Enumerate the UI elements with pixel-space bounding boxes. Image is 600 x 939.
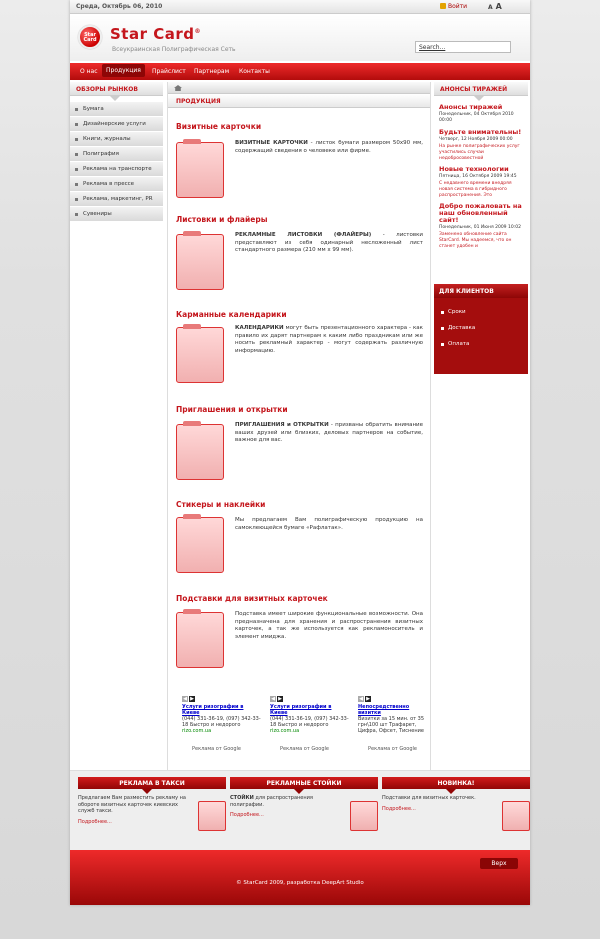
announcement-item xyxy=(434,201,528,252)
section-title: ПРОДУКЦИЯ xyxy=(168,94,430,108)
product-desc-invitations xyxy=(235,422,423,445)
promo-text-rest: для распространения полиграфии. xyxy=(230,795,313,808)
product-desc-text: - листок бумаги размером 50х90 мм, содержащий сведения о человеке или фирме. xyxy=(235,140,423,154)
product-desc-bold: РЕКЛАМНЫЕ ЛИСТОВКИ (ФЛАЙЕРЫ) xyxy=(235,232,372,238)
announcement-title[interactable]: Будьте внимательны! xyxy=(439,128,522,136)
google-ad[interactable] xyxy=(182,696,262,752)
current-date: Среда, Октябрь 06, 2010 xyxy=(76,3,163,10)
client-link-terms[interactable]: Сроки xyxy=(434,304,528,320)
menu-item-printing[interactable]: Полиграфия xyxy=(70,147,163,161)
product-desc-business-cards xyxy=(235,140,423,155)
logo-badge[interactable] xyxy=(78,25,102,49)
product-image-card-holders[interactable] xyxy=(176,612,225,669)
pointer-arrow xyxy=(474,96,484,101)
clients-block xyxy=(434,284,528,374)
product-image-stickers[interactable] xyxy=(176,517,225,574)
folder-icon xyxy=(176,142,224,198)
announcement-text: Заменено обновление сайта StarCard. Мы надеемся, что он станет удобен и xyxy=(439,232,512,249)
promo-taxi xyxy=(78,777,226,843)
promo-blocks xyxy=(70,770,530,850)
google-label[interactable]: Реклама от Google xyxy=(280,746,329,752)
login-link[interactable] xyxy=(440,3,467,10)
product-desc-text: - призваны обратить внимание ваших друзей или близких, деловых партнеров на событие, важное для вас. xyxy=(235,422,423,443)
ad-text: (044) 331-36-19, (097) 342-33-18 Быстро и недорого xyxy=(182,716,261,728)
next-arrow-icon[interactable]: ▶ xyxy=(190,696,194,702)
promo-title: НОВИНКА! xyxy=(382,777,530,789)
announcement-title[interactable]: Новые технологии xyxy=(439,165,509,173)
top-bar xyxy=(70,0,530,14)
announcements-title xyxy=(434,82,528,96)
prev-arrow-icon[interactable]: ◀ xyxy=(359,696,363,702)
menu-item-paper[interactable]: Бумага xyxy=(70,102,163,116)
product-title-calendars[interactable]: Карманные календарики xyxy=(176,310,287,319)
nav-pricelist[interactable]: Прайслист xyxy=(152,68,186,75)
product-desc-text: Подставка имеет широкие функциональные возможности. Она предназначена для хранения и распространения визитных карточек, а так же используется как рекламоноситель и элемент имиджа. xyxy=(235,611,423,640)
menu-item-transport-ads[interactable]: Реклама на транспорте xyxy=(70,162,163,176)
announcement-text: С недавнего времени внедряя новая система в гибридного распространения. Это xyxy=(439,181,512,198)
product-desc-text: могут быть презентационного характера - как правило их дарят партнерам к каким либо праздникам или же носить рекламный характер - могут содержать различную информацию. xyxy=(235,325,423,354)
promo-thumbnail[interactable] xyxy=(502,801,530,831)
product-image-invitations[interactable] xyxy=(176,424,225,481)
product-desc-flyers xyxy=(235,232,423,255)
ad-title[interactable]: Услуги ризографии в Киеве xyxy=(270,704,332,716)
product-desc-card-holders xyxy=(235,611,423,641)
ad-arrows xyxy=(358,696,428,702)
font-increase-button[interactable]: A xyxy=(495,2,502,11)
left-sidebar xyxy=(70,82,163,770)
ad-title[interactable]: Услуги ризографии в Киеве xyxy=(182,704,244,716)
menu-item-books[interactable]: Книги, журналы xyxy=(70,132,163,146)
more-link[interactable]: Подробнее... xyxy=(382,805,416,812)
google-ad[interactable] xyxy=(358,696,428,752)
site-subtitle: Всеукраинская Полиграфическая Сеть xyxy=(112,46,236,53)
site-title[interactable] xyxy=(110,25,201,43)
home-icon[interactable] xyxy=(174,85,182,91)
promo-title: РЕКЛАМА В ТАКСИ xyxy=(78,777,226,789)
nav-products[interactable]: Продукция xyxy=(102,64,145,77)
folder-icon xyxy=(176,424,224,480)
breadcrumb xyxy=(168,82,430,94)
folder-icon xyxy=(176,612,224,668)
client-link-delivery[interactable]: Доставка xyxy=(434,320,528,336)
promo-stands xyxy=(230,777,378,843)
main-content xyxy=(167,82,431,770)
logo-badge-text-2: Card xyxy=(83,37,97,43)
font-decrease-button[interactable]: A xyxy=(488,4,493,11)
google-label[interactable]: Реклама от Google xyxy=(192,746,241,752)
ad-text: (044) 331-36-19, (097) 342-33-18 Быстро и недорого xyxy=(270,716,349,728)
announcement-date: Пятница, 16 Октября 2009 19:45 xyxy=(439,174,517,179)
google-label[interactable]: Реклама от Google xyxy=(368,746,417,752)
prev-arrow-icon[interactable]: ◀ xyxy=(183,696,187,702)
left-sidebar-title-text: ОБЗОРЫ РЫНКОВ xyxy=(76,86,138,93)
ad-url[interactable]: rizo.com.ua xyxy=(270,728,300,734)
search-input[interactable]: Search... xyxy=(415,41,511,53)
copyright: © StarCard 2009, разработка DeepArt Studio xyxy=(236,880,364,886)
product-image-flyers[interactable] xyxy=(176,234,225,291)
menu-item-design[interactable]: Дизайнерские услуги xyxy=(70,117,163,131)
product-title-card-holders[interactable]: Подставки для визитных карточек xyxy=(176,594,328,603)
promo-text-bold: СТОЙКИ xyxy=(230,795,254,801)
announcement-date: Понедельник, 01 Июня 2009 10:02 xyxy=(439,225,521,230)
ad-url[interactable]: rizo.com.ua xyxy=(182,728,212,734)
font-size-switcher xyxy=(488,2,505,11)
folder-icon xyxy=(176,327,224,383)
back-to-top-button[interactable]: Верх xyxy=(480,858,518,869)
product-title-business-cards[interactable]: Визитные карточки xyxy=(176,122,262,131)
product-desc-bold: ВИЗИТНЫЕ КАРТОЧКИ xyxy=(235,140,308,146)
promo-new xyxy=(382,777,530,843)
ad-title[interactable]: Непосредственно визитки xyxy=(358,704,410,716)
trademark: ® xyxy=(194,28,201,35)
lock-icon xyxy=(440,3,446,9)
product-title-invitations[interactable]: Приглашения и открытки xyxy=(176,405,288,414)
product-desc-text: - листовки представляют из себя одинарный несложенный лист стандартного размера (210 мм х 99 мм). xyxy=(235,232,423,253)
more-link[interactable]: Подробнее... xyxy=(78,818,112,825)
folder-icon xyxy=(176,234,224,290)
product-image-business-cards[interactable] xyxy=(176,142,225,199)
announcement-text: На рынке полиграфических услуг участились случаи недобросовестной xyxy=(439,144,520,161)
ad-text: Визитки за 15 мин. от 35 грн\100 шт Трафарет, Цифра, Офсет, Тиснение xyxy=(358,716,425,734)
left-sidebar-title xyxy=(70,82,163,96)
market-menu xyxy=(70,102,163,221)
nav-partners[interactable]: Партнерам xyxy=(194,68,230,75)
ad-arrows xyxy=(270,696,350,702)
nav-contacts[interactable]: Контакты xyxy=(239,68,270,75)
announcement-item xyxy=(434,127,528,164)
promo-text: Предлагаем Вам разместить рекламу на обороте визитных карточек киевских служб такси. xyxy=(78,795,186,814)
announcement-item xyxy=(434,102,528,127)
announcement-title[interactable]: Добро пожаловать на наш обновленный сайт! xyxy=(439,202,522,224)
pointer-arrow xyxy=(110,96,120,101)
folder-icon xyxy=(176,517,224,573)
announcement-date: Понедельник, 04 Октября 2010 00:00 xyxy=(439,112,514,123)
menu-item-souvenirs[interactable]: Сувениры xyxy=(70,207,163,221)
announcement-date: Четверг, 12 Ноября 2009 00:00 xyxy=(439,137,513,142)
google-ad[interactable] xyxy=(270,696,350,752)
more-link[interactable]: Подробнее... xyxy=(230,812,264,818)
product-desc-stickers xyxy=(235,517,423,532)
site-title-text: Star Card xyxy=(110,25,195,43)
announcement-title[interactable]: Анонсы тиражей xyxy=(439,103,503,111)
clients-title: ДЛЯ КЛИЕНТОВ xyxy=(434,284,528,298)
next-arrow-icon[interactable]: ▶ xyxy=(278,696,282,702)
client-link-payment[interactable]: Оплата xyxy=(434,336,528,352)
main-nav xyxy=(70,62,530,80)
menu-item-marketing[interactable]: Реклама, маркетинг, PR xyxy=(70,192,163,206)
menu-item-press-ads[interactable]: Реклама в прессе xyxy=(70,177,163,191)
product-image-calendars[interactable] xyxy=(176,327,225,384)
google-ads-block xyxy=(182,696,432,756)
product-desc-bold: КАЛЕНДАРИКИ xyxy=(235,325,284,331)
right-sidebar xyxy=(434,82,528,372)
promo-text xyxy=(230,795,342,808)
logo-badge-text-1: Star xyxy=(84,32,96,38)
nav-about[interactable]: О нас xyxy=(80,68,98,75)
promo-title: РЕКЛАМНЫЕ СТОЙКИ xyxy=(230,777,378,789)
announcements-title-text: АНОНСЫ ТИРАЖЕЙ xyxy=(440,86,508,93)
page-container xyxy=(70,0,530,905)
header xyxy=(70,15,530,61)
promo-text: Подставки для визитных карточек. xyxy=(382,795,476,801)
ad-arrows xyxy=(182,696,262,702)
product-title-flyers[interactable]: Листовки и флайеры xyxy=(176,215,268,224)
product-desc-calendars xyxy=(235,325,423,355)
clients-menu xyxy=(434,298,528,374)
promo-thumbnail[interactable] xyxy=(198,801,226,831)
prev-arrow-icon[interactable]: ◀ xyxy=(271,696,275,702)
product-title-stickers[interactable]: Стикеры и наклейки xyxy=(176,500,266,509)
product-desc-text: Мы предлагаем Вам полиграфическую продукцию на самоклеющейся бумаге «Рафлатак». xyxy=(235,517,423,531)
next-arrow-icon[interactable]: ▶ xyxy=(366,696,370,702)
product-desc-bold: ПРИГЛАШЕНИЯ и ОТКРЫТКИ xyxy=(235,422,329,428)
promo-thumbnail[interactable] xyxy=(350,801,378,831)
login-label: Войти xyxy=(448,3,468,10)
announcement-item xyxy=(434,164,528,201)
footer xyxy=(70,850,530,905)
